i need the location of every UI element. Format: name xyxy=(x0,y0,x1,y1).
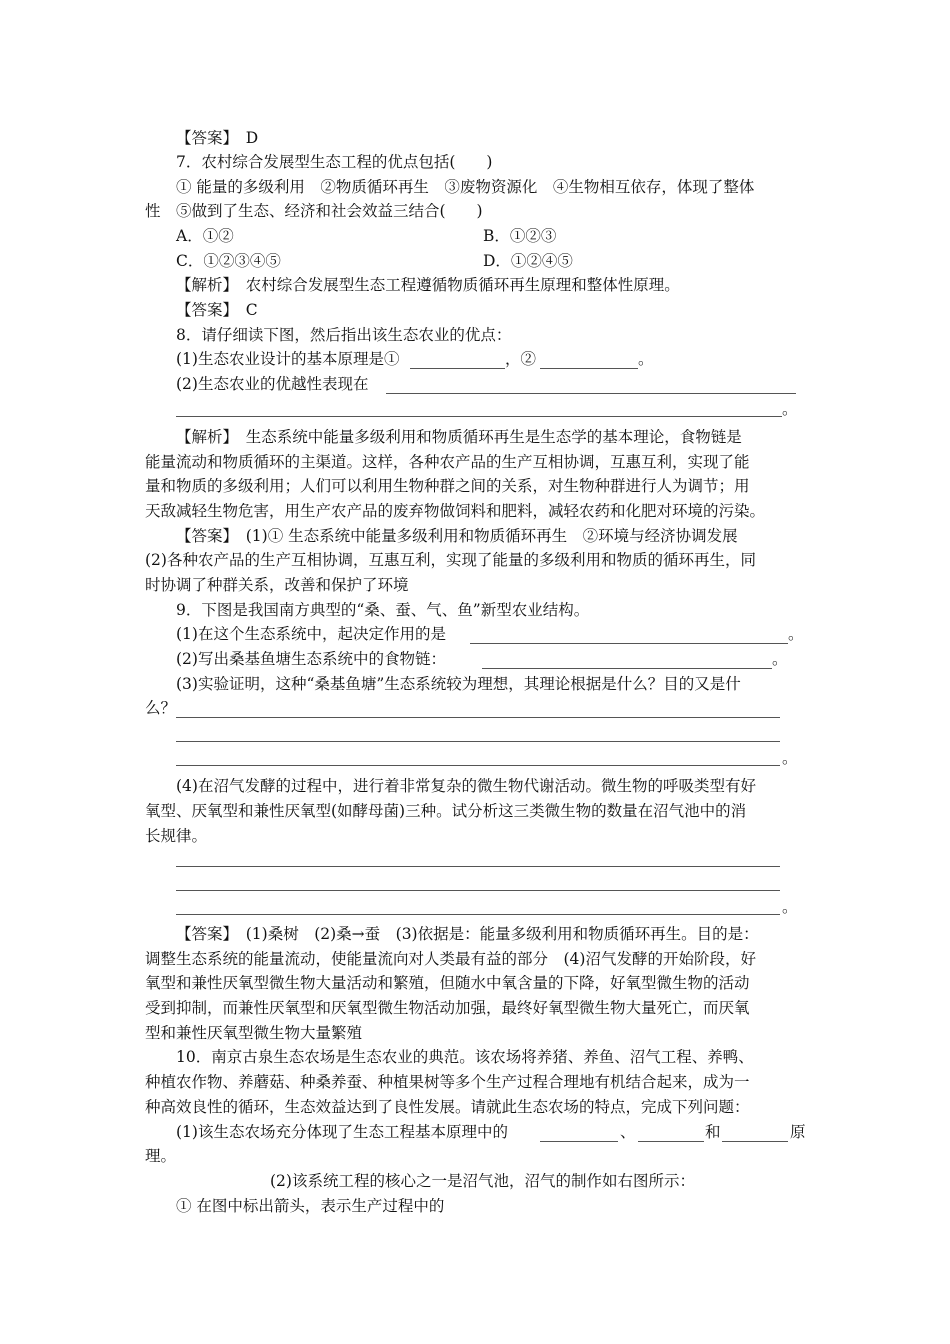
question-9-part4-line1: (4)在沼气发酵的过程中，进行着非常复杂的微生物代谢活动。微生物的呼吸类型有好 xyxy=(176,777,756,795)
answer-9-line2: 调整生态系统的能量流动，使能量流向对人类最有益的部分 (4)沼气发酵的开始阶段，好 xyxy=(145,950,756,968)
blank-9-4a[interactable] xyxy=(176,866,780,867)
answer-8-line2: (2)各种农产品的生产互相协调，互惠互利，实现了能量的多级利用和物质的循环再生，同 xyxy=(145,551,756,569)
option-c: C．①②③④⑤ xyxy=(176,252,281,270)
question-10-part1-sep2: 和 xyxy=(705,1123,721,1141)
option-a: A．①② xyxy=(176,227,234,245)
question-8-part1-mid: ，② xyxy=(505,350,537,368)
blank-9-4c[interactable] xyxy=(176,914,780,915)
question-9-part2: (2)写出桑基鱼塘生态系统中的食物链： xyxy=(176,650,446,668)
blank-10-2[interactable] xyxy=(638,1141,704,1142)
blank-8-3[interactable] xyxy=(386,393,796,394)
question-10-part2: (2)该系统工程的核心之一是沼气池，沼气的制作如右图所示： xyxy=(270,1172,695,1190)
question-9-part4-line2: 氧型、厌氧型和兼性厌氧型(如酵母菌)三种。试分析这三类微生物的数量在沼气池中的消 xyxy=(145,802,747,820)
question-10-part1-sep1: 、 xyxy=(620,1123,636,1141)
blank-10-1[interactable] xyxy=(540,1141,618,1142)
option-d: D．①②④⑤ xyxy=(483,252,573,270)
question-10-part1: (1)该生态农场充分体现了生态工程基本原理中的 xyxy=(176,1123,508,1141)
answer-9-line5: 型和兼性厌氧型微生物大量繁殖 xyxy=(145,1024,363,1042)
analysis-8-line1: 【解析】 生态系统中能量多级利用和物质循环再生是生态学的基本理论，食物链是 xyxy=(176,428,742,446)
question-8-part1-end: 。 xyxy=(638,350,654,368)
blank-10-3[interactable] xyxy=(722,1141,788,1142)
question-9-part3-line2: 么？ xyxy=(145,699,177,717)
blank-9-2[interactable] xyxy=(482,668,772,669)
question-8-stem: 8．请仔细读下图，然后指出该生态农业的优点： xyxy=(176,326,512,344)
blank-9-1[interactable] xyxy=(470,643,788,644)
answer-9-line4: 受到抑制，而兼性厌氧型和厌氧型微生物活动加强，最终好氧型微生物大量死亡，而厌氧 xyxy=(145,999,750,1017)
answer-9-line3: 氧型和兼性厌氧型微生物大量活动和繁殖，但随水中氧含量的下降，好氧型微生物的活动 xyxy=(145,974,750,992)
question-9-part4-line3: 长规律。 xyxy=(145,827,208,845)
blank-8-2[interactable] xyxy=(540,368,638,369)
question-7-items-line2: 性 ⑤做到了生态、经济和社会效益三结合( ) xyxy=(145,202,483,220)
blank-9-4b[interactable] xyxy=(176,890,780,891)
question-10-part2-sub1: ① 在图中标出箭头，表示生产过程中的 xyxy=(176,1197,445,1215)
answer-8-line3: 时协调了种群关系，改善和保护了环境 xyxy=(145,576,409,594)
blank-8-1[interactable] xyxy=(410,368,505,369)
question-9-part1: (1)在这个生态系统中，起决定作用的是 xyxy=(176,625,446,643)
question-10-stem-line1: 10．南京古泉生态农场是生态农业的典范。该农场将养猪、养鱼、沼气工程、养鸭、 xyxy=(176,1048,754,1066)
blank-8-4-end: 。 xyxy=(782,400,798,418)
analysis-8-line3: 量和物质的多级利用；人们可以利用生物种群之间的关系，对生物种群进行人为调节；用 xyxy=(145,477,750,495)
question-9-part2-end: 。 xyxy=(772,650,788,668)
question-10-stem-line2: 种植农作物、养蘑菇、种桑养蚕、种植果树等多个生产过程合理地有机结合起来，成为一 xyxy=(145,1073,750,1091)
question-9-stem: 9．下图是我国南方典型的“桑、蚕、气、鱼”新型农业结构。 xyxy=(176,601,590,619)
question-10-part1-cont: 理。 xyxy=(145,1147,177,1165)
question-10-part1-end: 原 xyxy=(790,1123,806,1141)
question-8-part1: (1)生态农业设计的基本原理是① xyxy=(176,350,400,368)
question-7-items-line1: ① 能量的多级利用 ②物质循环再生 ③废物资源化 ④生物相互依存，体现了整体 xyxy=(176,178,755,196)
blank-9-4c-end: 。 xyxy=(782,898,798,916)
analysis-7: 【解析】 农村综合发展型生态工程遵循物质循环再生原理和整体性原理。 xyxy=(176,276,680,294)
answer-7: 【答案】 C xyxy=(176,301,258,319)
question-9-part3-line1: (3)实验证明，这种“桑基鱼塘”生态系统较为理想，其理论根据是什么？目的又是什 xyxy=(176,675,741,693)
blank-9-3c[interactable] xyxy=(176,765,780,766)
question-10-stem-line3: 种高效良性的循环，生态效益达到了良性发展。请就此生态农场的特点，完成下列问题： xyxy=(145,1098,750,1116)
answer-line-6: 【答案】 D xyxy=(176,129,259,147)
blank-9-3b[interactable] xyxy=(176,741,780,742)
question-7-stem: 7．农村综合发展型生态工程的优点包括( ) xyxy=(176,153,493,171)
analysis-8-line4: 天敌减轻生物危害，用生产农产品的废弃物做饲料和肥料，减轻农药和化肥对环境的污染。 xyxy=(145,502,766,520)
answer-9-line1: 【答案】 (1)桑树 (2)桑→蚕 (3)依据是：能量多级利用和物质循环再生。目的是： xyxy=(176,925,759,943)
blank-9-3a[interactable] xyxy=(176,717,780,718)
question-8-part2: (2)生态农业的优越性表现在 xyxy=(176,375,369,393)
blank-9-3c-end: 。 xyxy=(782,749,798,767)
answer-8-line1: 【答案】 (1)① 生态系统中能量多级利用和物质循环再生 ②环境与经济协调发展 xyxy=(176,527,738,545)
blank-8-4[interactable] xyxy=(176,416,782,417)
question-9-part1-end: 。 xyxy=(788,625,804,643)
option-b: B．①②③ xyxy=(483,227,557,245)
analysis-8-line2: 能量流动和物质循环的主渠道。这样，各种农产品的生产互相协调，互惠互利，实现了能 xyxy=(145,453,750,471)
